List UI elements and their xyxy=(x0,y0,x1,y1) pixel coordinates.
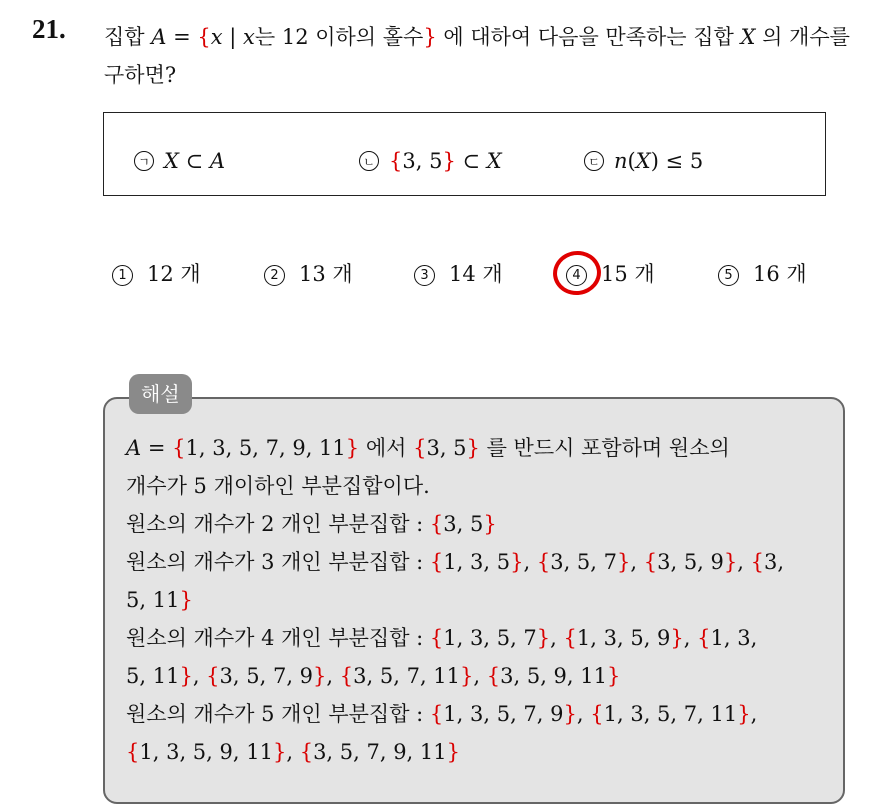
choice-number: 2 xyxy=(264,265,285,286)
text-segment: 원소의 개수가 5 개인 부분집합 : xyxy=(126,702,430,726)
choice-number: 3 xyxy=(414,265,435,286)
set-brace: } xyxy=(345,436,360,460)
text-segment: , xyxy=(683,626,698,650)
text-segment: 는 12 이하의 홀수 xyxy=(254,25,424,49)
choice-label: 16 개 xyxy=(753,262,807,286)
text-segment: 3, 5, 9 xyxy=(657,550,724,574)
set-brace: { xyxy=(590,702,604,726)
text-segment: , xyxy=(192,664,207,688)
question-text xyxy=(104,18,864,94)
condition-c xyxy=(584,149,703,173)
set-brace: { xyxy=(197,25,211,49)
text-segment: 3, 5 xyxy=(426,436,467,460)
set-brace: } xyxy=(737,702,751,726)
text-segment: 1, 3, 5, 9 xyxy=(576,626,671,650)
condition-mark: ㄱ xyxy=(134,151,154,171)
text-segment: 에 대하여 다음을 만족하는 집합 xyxy=(436,25,741,49)
set-brace: } xyxy=(617,550,631,574)
text-segment: ) ≤ 5 xyxy=(650,149,704,173)
condition-a xyxy=(134,149,225,173)
text-segment: , xyxy=(286,740,300,764)
text-segment: , xyxy=(737,550,751,574)
math-variable: X xyxy=(164,149,179,173)
text-segment: ⊂ xyxy=(178,149,210,173)
choice-2[interactable] xyxy=(264,258,353,288)
set-brace: } xyxy=(510,550,524,574)
math-variable: X xyxy=(486,149,502,173)
text-segment: 1, 3, 5, 7 xyxy=(443,626,537,650)
set-brace: { xyxy=(429,626,444,650)
set-brace: { xyxy=(126,740,140,764)
math-variable: A xyxy=(151,25,167,49)
text-segment: , xyxy=(750,702,758,726)
text-segment: , xyxy=(576,702,591,726)
text-segment: 1, 3, 5, 9, 11 xyxy=(139,740,273,764)
set-brace: { xyxy=(697,626,711,650)
set-brace: } xyxy=(563,702,577,726)
solution-line xyxy=(126,543,831,581)
text-segment: | xyxy=(222,25,244,49)
condition-mark: ㄴ xyxy=(359,151,379,171)
math-variable: A xyxy=(126,436,142,460)
text-segment: 3, xyxy=(764,550,785,574)
math-variable: n xyxy=(614,149,628,173)
math-variable: X xyxy=(635,149,651,173)
text-segment: 1, 3, 5 xyxy=(443,550,511,574)
text-segment: , xyxy=(473,664,487,688)
text-segment: = xyxy=(166,25,198,49)
set-brace: } xyxy=(179,664,193,688)
question-number: 21. xyxy=(32,14,66,44)
choice-number: 4 xyxy=(566,265,587,286)
choice-5[interactable] xyxy=(718,258,807,288)
text-segment: 원소의 개수가 2 개인 부분집합 : xyxy=(126,512,430,536)
solution-tag: 해설 xyxy=(129,374,192,414)
set-brace: } xyxy=(670,626,684,650)
text-segment: 1, 3, xyxy=(710,626,758,650)
solution-line xyxy=(126,619,831,657)
math-variable: A xyxy=(209,149,226,173)
set-brace: { xyxy=(429,702,444,726)
text-segment: 5, 11 xyxy=(126,588,180,612)
text-segment: 원소의 개수가 4 개인 부분집합 : xyxy=(126,626,430,650)
set-brace: } xyxy=(442,149,456,173)
text-segment: 3, 5, 7 xyxy=(550,550,617,574)
solution-line xyxy=(126,657,831,695)
set-brace: { xyxy=(172,436,186,460)
solution-line xyxy=(126,429,831,467)
set-brace: } xyxy=(446,740,461,764)
set-brace: { xyxy=(750,550,765,574)
set-brace: { xyxy=(563,626,577,650)
choice-1[interactable] xyxy=(112,258,201,288)
set-brace: } xyxy=(536,626,551,650)
text-segment: , xyxy=(326,664,340,688)
text-segment: 에서 xyxy=(359,436,414,460)
set-brace: { xyxy=(429,512,444,536)
text-segment: , xyxy=(630,550,644,574)
choice-number: 5 xyxy=(718,265,739,286)
conditions-box xyxy=(103,112,826,196)
set-brace: } xyxy=(483,512,497,536)
text-segment: 집합 xyxy=(104,25,152,49)
math-variable: x xyxy=(210,25,223,49)
solution-line xyxy=(126,581,831,619)
text-segment: 1, 3, 5, 7, 9 xyxy=(443,702,564,726)
solution-line xyxy=(126,695,831,733)
choice-3[interactable] xyxy=(414,258,503,288)
text-segment: 원소의 개수가 3 개인 부분집합 : xyxy=(126,550,430,574)
set-brace: } xyxy=(723,550,738,574)
set-brace: { xyxy=(429,550,444,574)
text-segment: , xyxy=(523,550,537,574)
text-segment: ( xyxy=(627,149,636,173)
text-segment: = xyxy=(141,436,173,460)
set-brace: } xyxy=(272,740,287,764)
math-variable: x xyxy=(243,25,255,49)
text-segment: 3, 5, 7, 9 xyxy=(219,664,314,688)
choice-label: 13 개 xyxy=(299,262,353,286)
answer-circle-mark xyxy=(550,248,604,298)
condition-mark: ㄷ xyxy=(584,151,604,171)
set-brace: { xyxy=(339,664,354,688)
set-brace: { xyxy=(486,664,501,688)
set-brace: } xyxy=(460,664,474,688)
set-brace: { xyxy=(299,740,314,764)
text-segment: 3, 5, 9, 11 xyxy=(500,664,607,688)
set-brace: { xyxy=(206,664,220,688)
text-segment: 3, 5 xyxy=(443,512,484,536)
set-brace: { xyxy=(643,550,658,574)
text-segment: 를 반드시 포함하며 원소의 xyxy=(479,436,730,460)
choice-label: 14 개 xyxy=(449,262,503,286)
text-segment: 1, 3, 5, 7, 11 xyxy=(603,702,738,726)
text-segment: 의 개수를 구하면? xyxy=(104,25,850,87)
set-brace: { xyxy=(536,550,551,574)
choice-label: 12 개 xyxy=(147,262,201,286)
text-segment: 개수가 5 개이하인 부분집합이다. xyxy=(126,474,430,498)
set-brace: } xyxy=(423,25,437,49)
solution-line xyxy=(126,733,831,771)
text-segment: 1, 3, 5, 7, 9, 11 xyxy=(185,436,346,460)
text-segment: 5, 11 xyxy=(126,664,180,688)
math-variable: X xyxy=(740,25,756,49)
text-segment: , xyxy=(550,626,564,650)
condition-b xyxy=(359,149,502,173)
text-segment: ⊂ xyxy=(455,149,487,173)
set-brace: { xyxy=(413,436,427,460)
solution-line xyxy=(126,467,831,505)
set-brace: { xyxy=(389,149,403,173)
set-brace: } xyxy=(466,436,480,460)
solution-line xyxy=(126,505,831,543)
text-segment: 3, 5 xyxy=(402,149,443,173)
text-segment: 3, 5, 7, 11 xyxy=(353,664,461,688)
solution-text xyxy=(126,429,831,771)
choice-number: 1 xyxy=(112,265,133,286)
choice-label: 15 개 xyxy=(601,262,655,286)
set-brace: } xyxy=(179,588,193,612)
text-segment: 3, 5, 7, 9, 11 xyxy=(313,740,447,764)
set-brace: } xyxy=(313,664,327,688)
set-brace: } xyxy=(606,664,621,688)
